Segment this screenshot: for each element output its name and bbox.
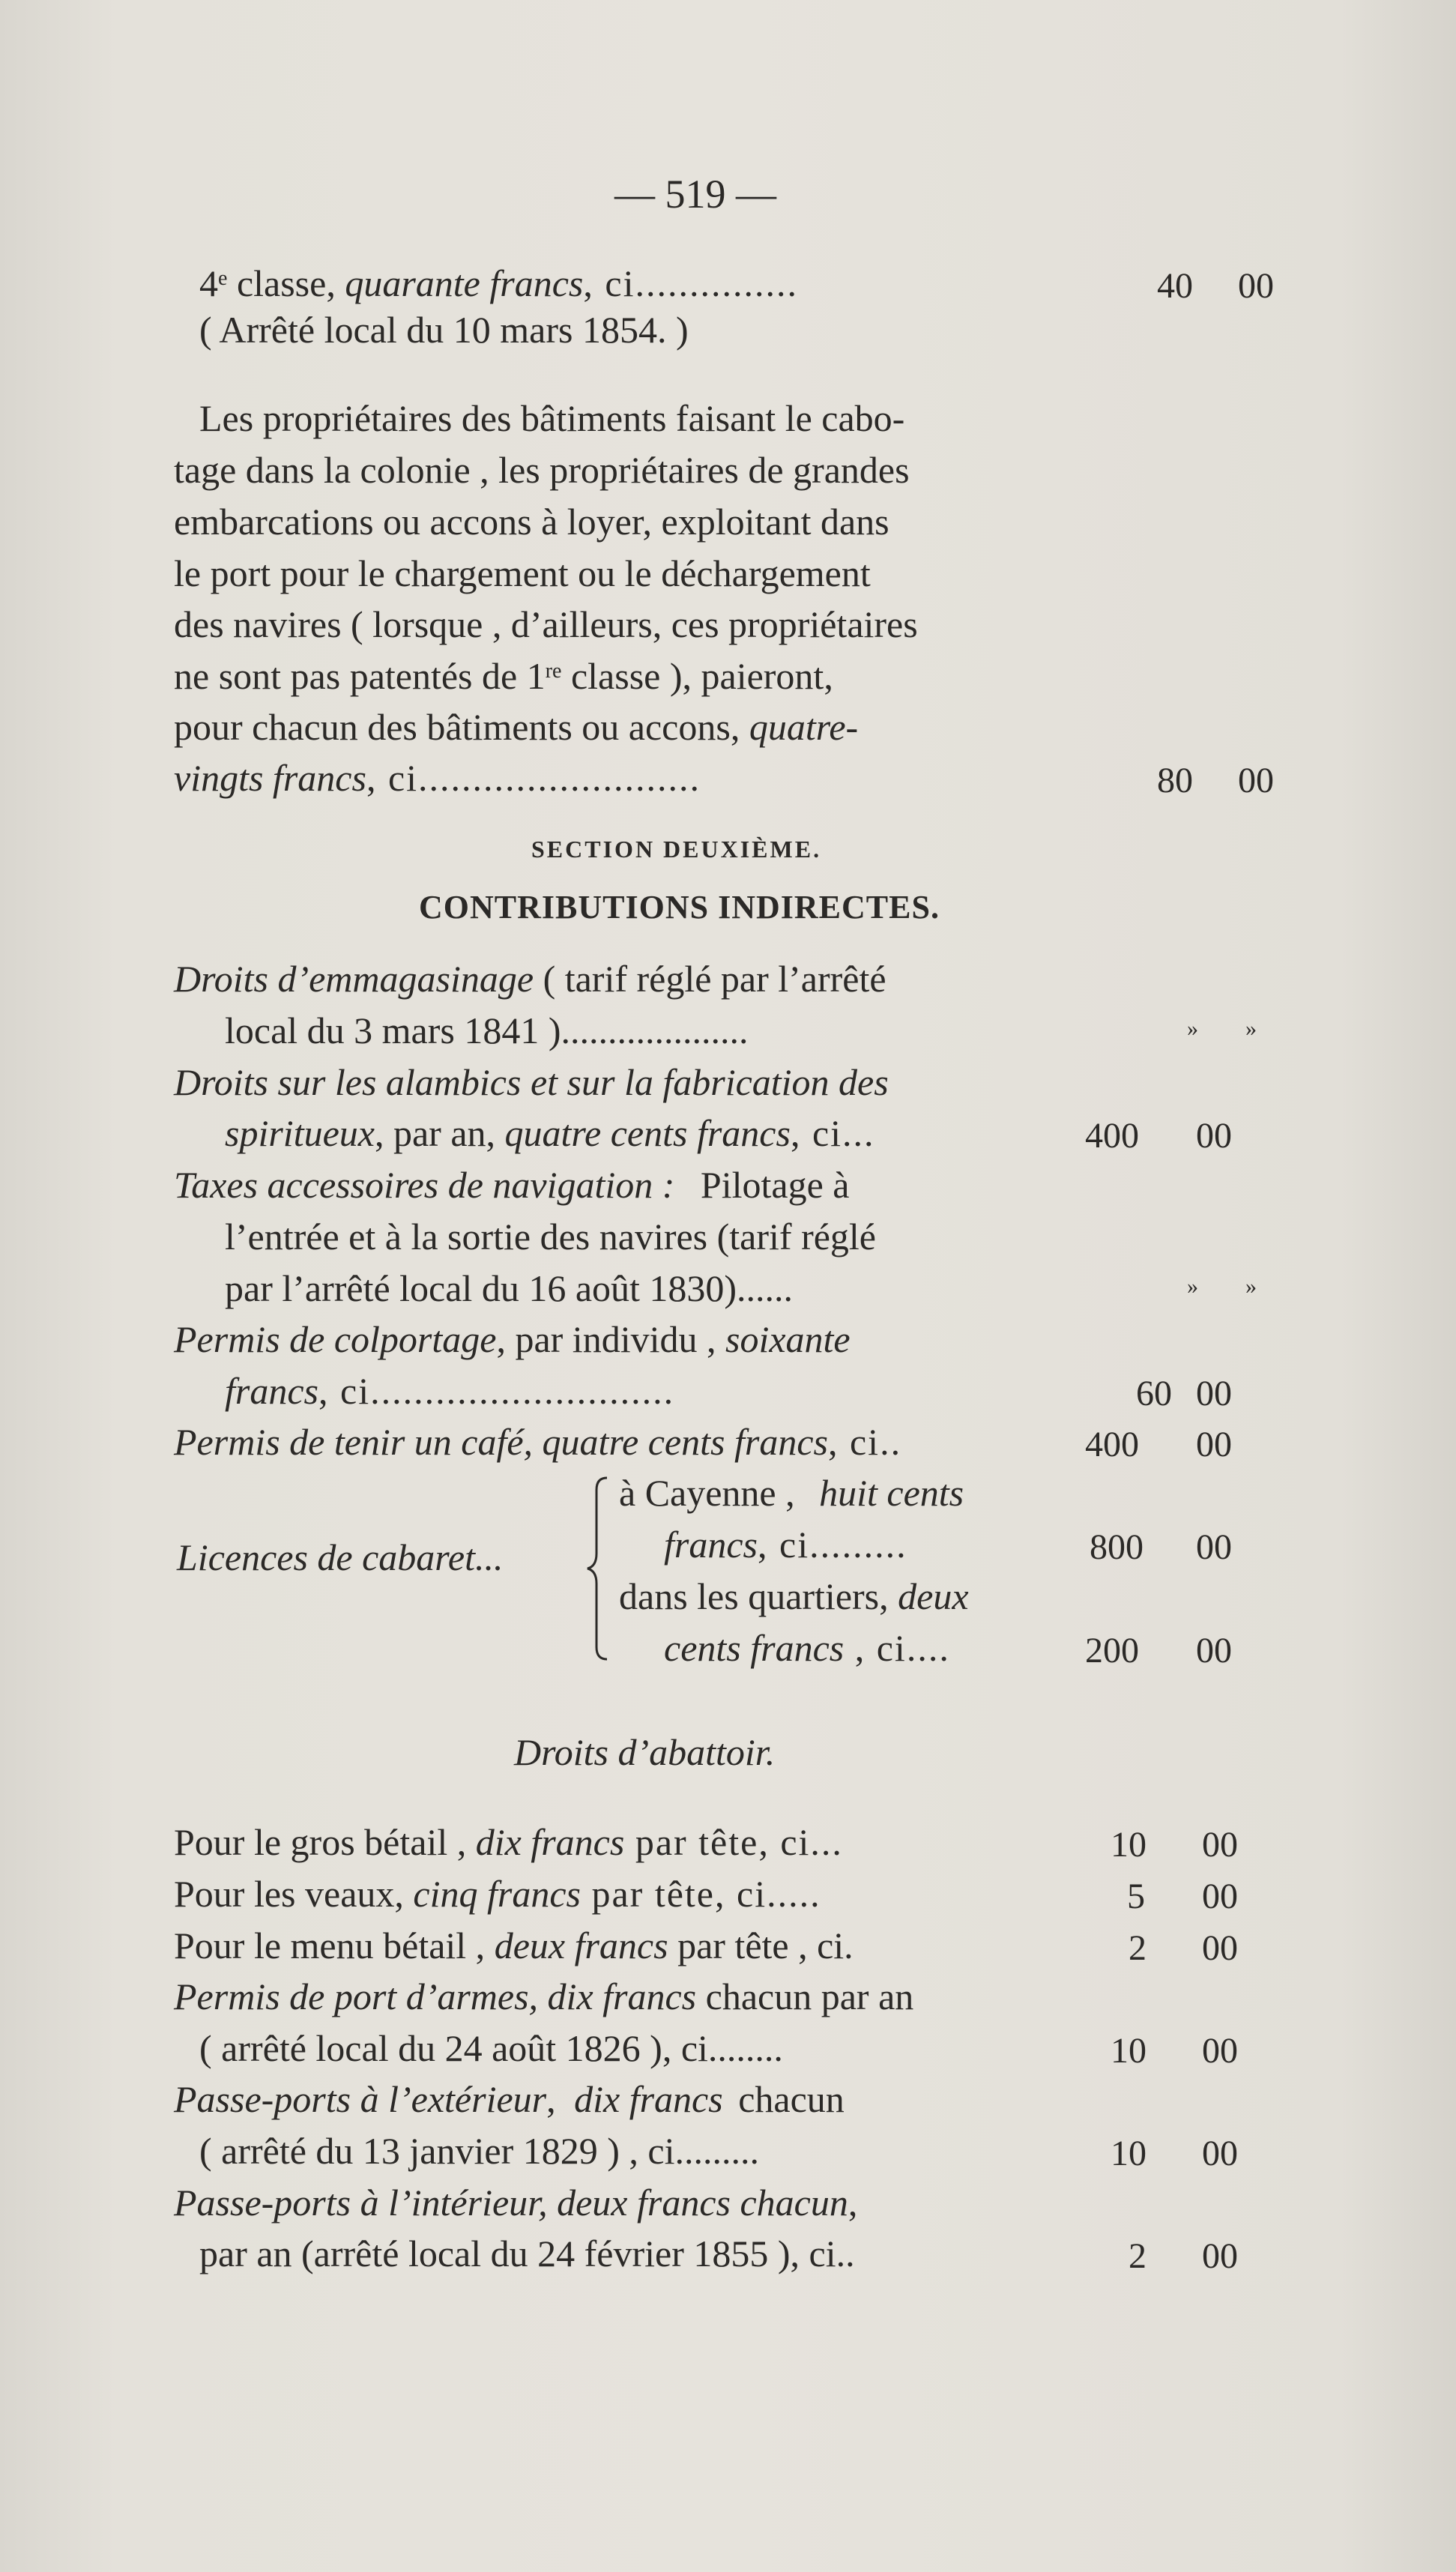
fourth-class-line	[199, 261, 798, 306]
e3-text: Pilotage à	[691, 1164, 850, 1206]
entry-navigation-line-3: par l’arrêté local du 16 août 1830)......	[225, 1267, 794, 1309]
e3-italic: Taxes accessoires de navigation :	[174, 1164, 675, 1206]
cents-permis-armes: 00	[1202, 2031, 1238, 2071]
passeports-exterieur-line-2: ( arrêté du 13 janvier 1829 ) , ci.........	[199, 2130, 759, 2172]
e4b-dots: , ci............................	[318, 1370, 675, 1412]
lic1-text: à Cayenne ,	[619, 1472, 805, 1514]
e5-italic: Permis de tenir un café, quatre cents francs	[174, 1421, 828, 1463]
entry-emmagasinage-line-1	[174, 956, 886, 1001]
paragraph-line-1: Les propriétaires des bâtiments faisant le cabo-	[199, 397, 905, 439]
permis-armes-line-2: ( arrêté local du 24 août 1826 ), ci........	[199, 2027, 783, 2069]
cents-licence-quartiers: 00	[1196, 1631, 1232, 1670]
amount-veaux: 5	[1127, 1877, 1145, 1916]
e4-text: , par individu ,	[496, 1318, 725, 1360]
entry-alambics-line-1: Droits sur les alambics et sur la fabrication des	[174, 1061, 889, 1103]
paragraph-line-5: des navires ( lorsque , d’ailleurs, ces propriétaires	[174, 603, 918, 645]
cents-menu-betail: 00	[1202, 1928, 1238, 1968]
entry-colportage-line-1	[174, 1317, 851, 1362]
cents-gros-betail: 00	[1202, 1825, 1238, 1865]
entry-alambics-line-2	[225, 1111, 875, 1156]
line6-b: classe ), paieront,	[561, 655, 833, 697]
paragraph-line-8	[174, 755, 701, 800]
abattoir-menu-betail	[174, 1923, 854, 1968]
fourth-class-note: ( Arrêté local du 10 mars 1854. )	[199, 309, 689, 351]
licence-cayenne-line-1	[619, 1470, 964, 1515]
a3-end: par tête , ci.	[668, 1925, 854, 1966]
entry-navigation-line-1	[174, 1162, 849, 1207]
amount-permis-armes: 10	[1111, 2031, 1147, 2071]
cents-fourth-class: 00	[1238, 266, 1274, 306]
abattoir-gros-betail	[174, 1820, 843, 1865]
amount-passeports-interieur: 2	[1129, 2236, 1147, 2276]
cents-alambics: 00	[1196, 1116, 1232, 1156]
passeports-interieur-line-1	[174, 2180, 857, 2225]
lic2-text: dans les quartiers,	[619, 1575, 898, 1617]
section-title: SECTION DEUXIÈME.	[531, 836, 822, 863]
line8-dots: , ci..........................	[366, 757, 701, 799]
amount-alambics: 400	[1085, 1116, 1139, 1156]
e2-italic-1: spiritueux	[225, 1112, 375, 1154]
amount-licence-quartiers: 200	[1085, 1631, 1139, 1670]
cents-navigation: »	[1245, 1274, 1257, 1299]
amount-fourth-class: 40	[1157, 266, 1193, 306]
cents-emmagasinage: »	[1245, 1016, 1257, 1041]
cents-licence-cayenne: 00	[1196, 1527, 1232, 1567]
e2-italic-2: quatre cents francs	[504, 1112, 791, 1154]
paragraph-line-3: embarcations ou accons à loyer, exploitant dans	[174, 501, 889, 543]
a4-italic: Permis de port d’armes, dix francs	[174, 1975, 697, 2017]
page-number: — 519 —	[614, 172, 776, 217]
lic1-italic: huit cents	[819, 1472, 964, 1514]
class-sup: e	[218, 267, 228, 290]
a2-italic: cinq francs	[413, 1873, 581, 1915]
entry-cafe	[174, 1419, 901, 1464]
licence-cayenne-line-2	[664, 1522, 907, 1567]
section-heading: CONTRIBUTIONS INDIRECTES.	[419, 889, 940, 926]
subheading-abattoir: Droits d’abattoir.	[514, 1731, 776, 1773]
line6-a: ne sont pas patentés de 1	[174, 655, 546, 697]
a1-text: Pour le gros bétail ,	[174, 1821, 476, 1863]
paragraph-line-6	[174, 653, 833, 698]
a5-text: ,	[546, 2078, 566, 2120]
cents-passeports-exterieur: 00	[1202, 2134, 1238, 2173]
cents-veaux: 00	[1202, 1877, 1238, 1916]
lic2b-italic: cents francs	[664, 1627, 845, 1669]
amount-licence-cayenne: 800	[1090, 1527, 1144, 1567]
a5-end: chacun	[728, 2078, 845, 2120]
e2-text: , par an,	[374, 1112, 505, 1154]
amount-paragraph: 80	[1157, 761, 1193, 800]
cents-cafe: 00	[1196, 1425, 1232, 1464]
e1-italic: Droits d’emmagasinage	[174, 958, 534, 1000]
paragraph-line-4: le port pour le chargement ou le déchargement	[174, 552, 871, 594]
a3-italic: deux francs	[494, 1925, 668, 1966]
a5-italic: Passe-ports à l’extérieur	[174, 2078, 547, 2120]
a1-end: par tête, ci...	[624, 1821, 843, 1863]
e2-end: , ci...	[790, 1112, 875, 1154]
a2-end: par tête, ci.....	[580, 1873, 821, 1915]
entry-colportage-line-2	[225, 1368, 674, 1413]
e5-end: , ci..	[827, 1421, 902, 1463]
class-text: classe,	[227, 262, 345, 304]
lic2b-dots: , ci....	[844, 1627, 950, 1669]
brace-symbol	[584, 1475, 614, 1662]
a6-italic: Passe-ports à l’intérieur, deux francs chacun	[174, 2182, 848, 2224]
amount-menu-betail: 2	[1129, 1928, 1147, 1968]
line8-italic: vingts francs	[174, 757, 366, 799]
lic2-italic: deux	[898, 1575, 969, 1617]
amount-emmagasinage: »	[1187, 1016, 1198, 1041]
cents-passeports-interieur: 00	[1202, 2236, 1238, 2276]
licences-label: Licences de cabaret...	[177, 1536, 504, 1578]
paragraph-line-7	[174, 704, 858, 749]
line7-italic: quatre-	[749, 706, 859, 748]
e4-italic: Permis de colportage	[174, 1318, 497, 1360]
amount-navigation: »	[1187, 1274, 1198, 1299]
amount-cafe: 400	[1085, 1425, 1139, 1464]
entry-navigation-line-2: l’entrée et à la sortie des navires (tarif réglé	[225, 1216, 876, 1258]
abattoir-veaux	[174, 1871, 821, 1916]
passeports-exterieur-line-1	[174, 2077, 845, 2122]
line6-sup: re	[545, 659, 562, 683]
class-italic: quarante francs	[345, 262, 584, 304]
a1-italic: dix francs	[475, 1821, 625, 1863]
licence-quartiers-line-1	[619, 1574, 969, 1619]
permis-armes-line-1	[174, 1974, 913, 2019]
a4-text: chacun par an	[696, 1975, 914, 2017]
lic1b-dots: , ci.........	[758, 1524, 907, 1566]
a2-text: Pour les veaux,	[174, 1873, 414, 1915]
cents-paragraph: 00	[1238, 761, 1274, 800]
cents-colportage: 00	[1196, 1374, 1232, 1413]
line7-a: pour chacun des bâtiments ou accons,	[174, 706, 749, 748]
a6-text: ,	[848, 2182, 858, 2224]
a5-italic-2: dix francs	[574, 2078, 723, 2120]
amount-passeports-exterieur: 10	[1111, 2134, 1147, 2173]
e4-italic-2: soixante	[725, 1318, 851, 1360]
a3-text: Pour le menu bétail ,	[174, 1925, 495, 1966]
licence-quartiers-line-2	[664, 1625, 950, 1670]
class-dots: , ci...............	[583, 262, 798, 304]
passeports-interieur-line-2: par an (arrêté local du 24 février 1855 ), ci..	[199, 2233, 855, 2274]
amount-gros-betail: 10	[1111, 1825, 1147, 1865]
e4b-italic: francs	[225, 1370, 318, 1412]
lic1b-italic: francs	[664, 1524, 758, 1566]
entry-emmagasinage-line-2: local du 3 mars 1841 )....................	[225, 1009, 749, 1051]
paragraph-line-2: tage dans la colonie , les propriétaires de grandes	[174, 449, 910, 491]
e1-text: ( tarif réglé par l’arrêté	[534, 958, 886, 1000]
amount-colportage: 60	[1136, 1374, 1172, 1413]
class-number: 4	[199, 262, 218, 304]
